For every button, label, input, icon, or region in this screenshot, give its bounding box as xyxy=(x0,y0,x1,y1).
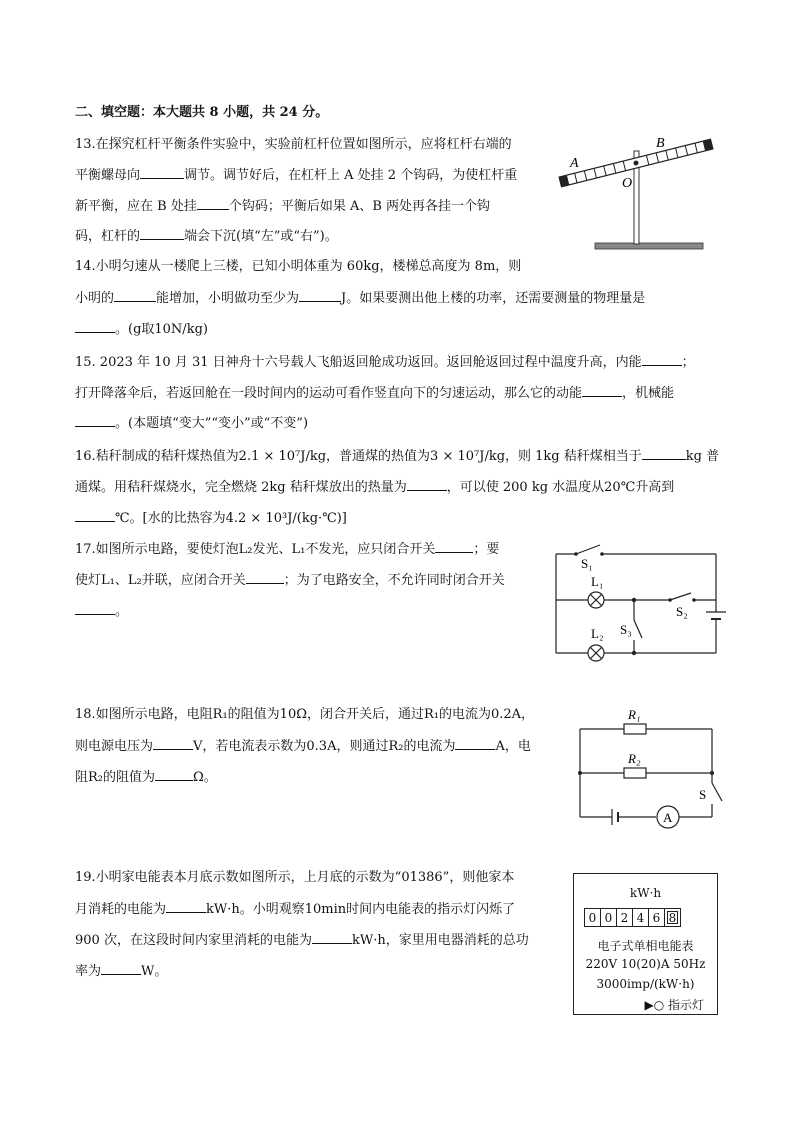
meter-digit: 0 xyxy=(584,908,601,927)
answer-blank[interactable] xyxy=(582,383,622,397)
q17-line3 xyxy=(75,601,128,622)
meter-digit: 4 xyxy=(632,908,649,927)
switch-label-s: S xyxy=(699,787,707,802)
q19-line2 xyxy=(75,899,515,920)
lever-label-B: B xyxy=(656,136,665,151)
q16-line1 xyxy=(75,446,719,467)
q17-text: 17.如图所示电路，要使灯泡L₂发光、L₁不发光，应只闭合开关 xyxy=(75,542,436,557)
q16-line2 xyxy=(75,477,674,498)
energy-meter-figure xyxy=(573,873,718,1015)
q14-line3 xyxy=(75,319,208,340)
answer-blank[interactable] xyxy=(140,165,184,179)
lever-label-O: O xyxy=(622,176,633,191)
q13-text: 码，杠杆的 xyxy=(75,229,141,244)
answer-blank[interactable] xyxy=(75,319,115,333)
q19-text: 率为 xyxy=(75,964,102,979)
q19-line3 xyxy=(75,930,529,951)
q13-line3 xyxy=(75,196,490,217)
answer-blank[interactable] xyxy=(75,601,115,615)
answer-blank[interactable] xyxy=(407,477,447,491)
q15-line2 xyxy=(75,383,674,404)
meter-digit-decimal: 8 xyxy=(664,908,681,927)
q18-line2 xyxy=(75,736,531,757)
answer-blank[interactable] xyxy=(642,446,686,460)
circuit-figure-18 xyxy=(572,705,732,830)
q18-text: A，电 xyxy=(495,739,531,754)
answer-blank[interactable] xyxy=(455,736,495,750)
q14-line2 xyxy=(75,288,645,309)
q15-text: 。(本题填“变大”“变小”或“不变”) xyxy=(115,416,309,431)
switch-label-s3: S₃ xyxy=(620,622,632,637)
q15-text: ，机械能 xyxy=(622,386,675,401)
lamp-label-l1: L₁ xyxy=(591,574,604,589)
meter-digits xyxy=(585,908,681,927)
answer-blank[interactable] xyxy=(642,352,682,366)
q14-text: J。如果要测出他上楼的功率，还需要测量的物理量是 xyxy=(341,291,646,306)
q19-text: 月消耗的电能为 xyxy=(75,902,167,917)
meter-indicator: ▶○ 指示灯 xyxy=(644,998,704,1012)
q16-text: 16.秸秆制成的秸秆煤热值为2.1 × 10⁷J/kg，普通煤的热值为3 × 10⁷J/kg，则 1kg 秸秆煤相当于 xyxy=(75,449,642,464)
answer-blank[interactable] xyxy=(246,570,284,584)
answer-blank[interactable] xyxy=(75,508,115,522)
q13-text: 调节。调节好后，在杠杆上 A 处挂 2 个钩码，为使杠杆重 xyxy=(184,168,518,183)
resistor-label-r1: R₁ xyxy=(628,707,641,722)
q14-text: 。(g取10N/kg) xyxy=(115,322,208,337)
q17-text: 。 xyxy=(115,604,129,619)
q17-line2 xyxy=(75,570,505,591)
q17-text: ；为了电路安全，不允许同时闭合开关 xyxy=(283,573,505,588)
answer-blank[interactable] xyxy=(299,288,341,302)
answer-blank[interactable] xyxy=(166,899,206,913)
q14-text: 能增加，小明做功至少为 xyxy=(156,291,300,306)
q18-text: 则电源电压为 xyxy=(75,739,154,754)
q18-text: Ω。 xyxy=(193,770,217,785)
section-title: 二、填空题：本大题共 8 小题，共 24 分。 xyxy=(75,105,329,120)
q16-text: ，可以使 200 kg 水温度从20℃升高到 xyxy=(446,480,675,495)
q19-text: kW·h，家里用电器消耗的总功 xyxy=(351,933,529,948)
q14-text: 小明的 xyxy=(75,291,115,306)
answer-blank[interactable] xyxy=(153,736,193,750)
q18-text: V，若电流表示数为0.3A，则通过R₂的电流为 xyxy=(193,739,456,754)
q16-text: ℃。[水的比热容为4.2 × 10³J/(kg·℃)] xyxy=(115,511,347,526)
answer-blank[interactable] xyxy=(312,930,352,944)
q13-text: 个钩码；平衡后如果 A、B 两处再各挂一个钩 xyxy=(228,199,491,214)
q14-line1: 14.小明匀速从一楼爬上三楼，已知小明体重为 60kg，楼梯总高度为 8m，则 xyxy=(75,259,522,274)
q18-line3 xyxy=(75,767,217,788)
meter-imp: 3000imp/(kW·h) xyxy=(596,977,695,991)
switch-label-s2: S₂ xyxy=(676,604,688,619)
meter-digit: 2 xyxy=(616,908,633,927)
q13-text: 平衡螺母向 xyxy=(75,168,141,183)
q13-line4 xyxy=(75,226,338,247)
q15-text: ； xyxy=(681,355,695,370)
q16-line3 xyxy=(75,508,347,529)
q13-line2 xyxy=(75,165,517,186)
answer-blank[interactable] xyxy=(114,288,156,302)
answer-blank[interactable] xyxy=(140,226,184,240)
q15-line3 xyxy=(75,413,308,434)
lever-figure xyxy=(550,125,730,257)
q18-line1: 18.如图所示电路，电阻R₁的阻值为10Ω，闭合开关后，通过R₁的电流为0.2A， xyxy=(75,707,535,722)
q18-text: 阻R₂的阻值为 xyxy=(75,770,155,785)
circuit-figure-17 xyxy=(548,540,728,665)
q15-line1 xyxy=(75,352,695,373)
answer-blank[interactable] xyxy=(155,767,193,781)
resistor-label-r2: R₂ xyxy=(628,751,641,766)
q16-text: kg 普 xyxy=(685,449,720,464)
q13-text: 新平衡，应在 B 处挂 xyxy=(75,199,197,214)
answer-blank[interactable] xyxy=(75,413,115,427)
q19-text: 900 次，在这段时间内家里消耗的电能为 xyxy=(75,933,312,948)
q19-line4 xyxy=(75,961,167,982)
q16-text: 通煤。用秸秆煤烧水，完全燃烧 2kg 秸秆煤放出的热量为 xyxy=(75,480,407,495)
q17-text: ；要 xyxy=(473,542,500,557)
q13-line1: 13.在探究杠杆平衡条件实验中，实验前杠杆位置如图所示，应将杠杆右端的 xyxy=(75,137,512,152)
q15-text: 15. 2023 年 10 月 31 日神舟十六号载人飞船返回舱成功返回。返回舱返回过程中温度升高，内能 xyxy=(75,355,642,370)
meter-spec: 220V 10(20)A 50Hz xyxy=(585,957,706,971)
q19-text: kW·h。小明观察10min时间内电能表的指示灯闪烁了 xyxy=(206,902,516,917)
ammeter-label: A xyxy=(663,810,673,825)
meter-unit: kW·h xyxy=(629,886,662,900)
meter-digit: 0 xyxy=(600,908,617,927)
q15-text: 打开降落伞后，若返回舱在一段时间内的运动可看作竖直向下的匀速运动，那么它的动能 xyxy=(75,386,583,401)
answer-blank[interactable] xyxy=(197,196,229,210)
lever-label-A: A xyxy=(570,156,579,171)
answer-blank[interactable] xyxy=(101,961,141,975)
q17-text: 使灯L₁、L₂并联，应闭合开关 xyxy=(75,573,246,588)
lamp-label-l2: L₂ xyxy=(591,626,604,641)
meter-digit: 6 xyxy=(648,908,665,927)
q13-text: 端会下沉(填“左”或“右”)。 xyxy=(184,229,338,244)
q17-line1 xyxy=(75,539,499,560)
q19-line1: 19.小明家电能表本月底示数如图所示，上月底的示数为“01386”，则他家本 xyxy=(75,870,515,885)
switch-label-s1: S₁ xyxy=(581,556,593,571)
q19-text: W。 xyxy=(141,964,168,979)
meter-name: 电子式单相电能表 xyxy=(597,939,694,953)
answer-blank[interactable] xyxy=(435,539,473,553)
